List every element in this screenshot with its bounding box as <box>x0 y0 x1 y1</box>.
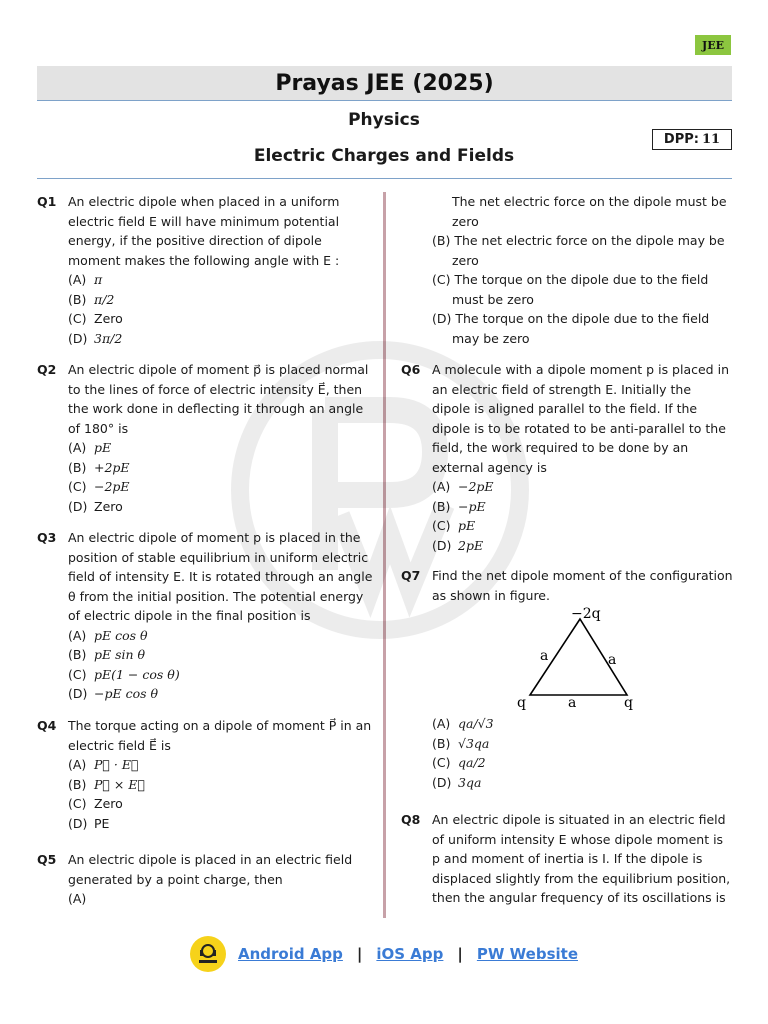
question-text: A molecule with a dipole moment p is placed in an electric field of strength E. Initially the dipole is aligned parallel to the field. If the dipole is to be rotated to be anti-parallel to the field, the work required to be done by an external agency is <box>432 362 729 475</box>
option-c: (C) Zero <box>68 796 123 811</box>
pw-website-link[interactable]: PW Website <box>476 945 578 963</box>
label-bottom-right-charge: q <box>624 695 633 711</box>
question-number: Q1 <box>37 194 57 209</box>
option-c: (C) −2pE <box>68 479 130 494</box>
option-c: (C) Zero <box>68 311 123 326</box>
question-text: An electric dipole of moment p⃗ is placed normal to the lines of force of electric intensity E⃗, then the work done in deflecting it through an angle of 180° is <box>68 362 369 436</box>
question-number: Q5 <box>37 852 57 867</box>
option-a: (A) P⃗ · E⃗ <box>68 757 139 772</box>
question-8 <box>401 810 733 908</box>
page-title: Prayas JEE (2025) <box>275 70 494 96</box>
question-number: Q7 <box>401 568 421 583</box>
option-b: (B) √3qa <box>432 735 490 751</box>
header-divider <box>37 178 732 179</box>
question-text: An electric dipole of moment p is placed in the position of stable equilibrium in uniform electric field of intensity E. It is rotated through an angle θ from the initial position. The potential energy of electric dipole in the final position is <box>68 530 373 623</box>
dpp-label: DPP: <box>663 132 699 147</box>
option-d: (D) PE <box>68 815 110 831</box>
question-4 <box>37 716 377 833</box>
customer-service-logo-icon <box>190 936 226 972</box>
label-left-side: a <box>540 648 549 664</box>
android-app-link[interactable]: Android App <box>237 945 343 963</box>
exam-badge: JEE <box>695 35 731 55</box>
question-5-options-continued <box>432 192 732 348</box>
dpp-box <box>652 129 732 150</box>
option-d: (D) 2pE <box>432 537 484 553</box>
title-bar <box>37 66 732 101</box>
subject-heading: Physics <box>348 110 420 130</box>
question-number: Q2 <box>37 362 57 377</box>
option-d: (D) The torque on the dipole due to the field may be zero <box>432 311 710 346</box>
separator: | <box>356 945 363 963</box>
option-a-text: The net electric force on the dipole must be zero <box>452 194 727 229</box>
question-number: Q3 <box>37 530 57 545</box>
option-a: (A) qa/√3 <box>432 716 494 731</box>
question-6 <box>401 360 733 555</box>
separator: | <box>457 945 463 963</box>
option-c: (C) The torque on the dipole due to the field must be zero <box>432 272 709 307</box>
triangle-charge-figure <box>505 603 655 711</box>
column-divider <box>383 192 386 918</box>
question-number: Q8 <box>401 812 421 827</box>
question-text: An electric dipole is placed in an electric field generated by a point charge, then <box>68 852 353 887</box>
option-d: (D) 3π/2 <box>68 330 123 346</box>
dpp-number: 11 <box>701 132 721 147</box>
option-c: (C) pE(1 − cos θ) <box>68 666 180 682</box>
option-b: (B) +2pE <box>68 459 130 475</box>
label-bottom-left-charge: q <box>517 695 526 711</box>
option-b: (B) π/2 <box>68 291 115 307</box>
label-right-side: a <box>608 652 617 668</box>
ios-app-link[interactable]: iOS App <box>376 945 444 963</box>
question-number: Q4 <box>37 718 57 733</box>
option-a: (A) pE cos θ <box>68 627 148 643</box>
option-d: (D) −pE cos θ <box>68 686 159 701</box>
question-7-options <box>401 714 733 792</box>
option-d: (D) Zero <box>68 498 123 514</box>
question-1 <box>37 192 377 348</box>
option-b: (B) The net electric force on the dipole may be zero <box>432 233 725 268</box>
option-c: (C) pE <box>432 518 476 533</box>
option-d: (D) 3qa <box>432 774 482 790</box>
option-b: (B) P⃗ × E⃗ <box>68 776 145 792</box>
question-7 <box>401 566 733 605</box>
question-5 <box>37 850 377 909</box>
question-text: An electric dipole when placed in a uniform electric field E will have minimum potential energy, if the positive direction of dipole moment makes the following angle with E : <box>68 194 340 268</box>
question-3 <box>37 528 377 704</box>
option-a: (A) pE <box>68 440 112 455</box>
option-c: (C) qa/2 <box>432 755 486 770</box>
question-2 <box>37 360 377 516</box>
option-a-label: (A) <box>68 891 87 906</box>
question-number: Q6 <box>401 362 421 377</box>
footer-links <box>0 936 768 972</box>
question-text: Find the net dipole moment of the configuration as shown in figure. <box>432 568 733 603</box>
question-text: The torque acting on a dipole of moment P⃗ in an electric field E⃗ is <box>68 718 372 753</box>
option-a: (A) π <box>68 272 103 287</box>
chapter-heading: Electric Charges and Fields <box>253 146 515 166</box>
option-b: (B) −pE <box>432 498 486 514</box>
label-base: a <box>568 695 577 711</box>
option-a: (A) −2pE <box>432 479 494 494</box>
option-b: (B) pE sin θ <box>68 647 146 662</box>
label-top-charge: −2q <box>571 606 601 622</box>
question-text: An electric dipole is situated in an electric field of uniform intensity E whose dipole moment is p and moment of inertia is I. If the dipole is displaced slightly from the equilibrium position, then the angular frequency of its oscillations is <box>432 812 731 905</box>
